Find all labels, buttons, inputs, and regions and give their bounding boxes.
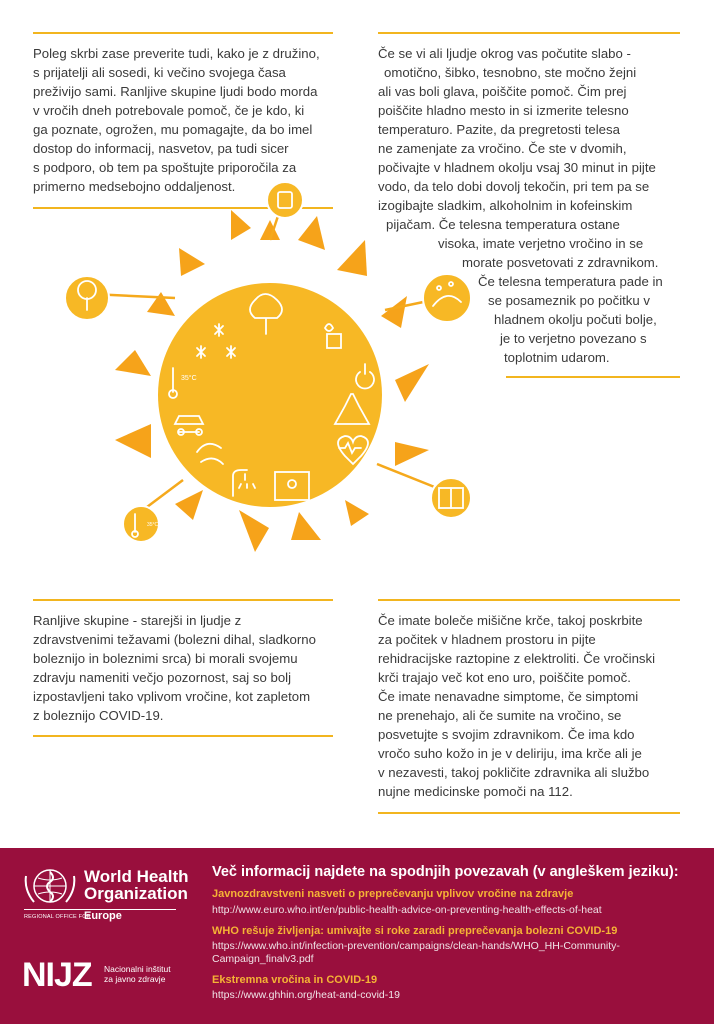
link-title-heat-advice[interactable]: Javnozdravstveni nasveti o preprečevanju vplivov vročine na zdravje	[212, 888, 574, 900]
sun-disc	[158, 283, 382, 507]
footer	[0, 848, 714, 1024]
who-emblem-icon	[22, 866, 78, 906]
bottom-right-rule-bottom	[378, 812, 680, 814]
top-right-text: Če se vi ali ljudje okrog vas počutite slabo - omotično, šibko, tesnobno, ste močno žejni ali vas boli glava, poiščite pomoč. Čim prej poiščite hladno mesto in si izmerite telesno temperaturo. Pazite, da pregretosti telesa ne zamenjate za vročino. Če ste v dvomih, počivajte v hladnem okolju vsaj 30 minut in pijte vodo, da telo dobi dovolj tekočin, pri tem pa se izogibajte sladkim, alkoholnim in kofeinskim pijačam. Če telesna temperatura ostane visoka, imate verjetno vročino in se morate posvetovati z zdravnikom. Če telesna temperatura pade in se posameznik po počitku v hladnem okolju počuti bolje, je to verjetno povezano s toplotnim udarom.	[378, 46, 663, 365]
top-left-rule-top	[33, 32, 333, 34]
bottom-left-rule-bottom	[33, 735, 333, 737]
bottom-right-text: Če imate boleče mišične krče, takoj poskrbite za počitek v hladnem prostoru in pijte rehidracijske raztopine z elektroliti. Če vročinski krči trajajo več kot eno uro, poiščite pomoč. Če imate nenavadne simptome, če simptomi ne prenehajo, ali če sumite na vročino, se posvetujte s svojim zdravnikom. Če ima kdo vročo suho kožo in je v deliriju, ima krče ali je v nezavesti, takoj pokličite zdravnika ali službo nujne medicinske pomoči na 112.	[378, 613, 656, 799]
glass-satellite-icon	[267, 182, 303, 218]
sun-illustration	[55, 180, 485, 600]
who-regional: REGIONAL OFFICE FOR	[24, 914, 91, 920]
thermo-sat-label: 35°C	[147, 522, 159, 528]
bottom-left-text: Ranljive skupine - starejši in ljudje z zdravstvenimi težavami (bolezni dihal, sladkorno boleznijo in boleznimi srca) bi morali svojemu zdravju nameniti večjo pozornost, saj so bolj izpostavljeni tako vplivom vročine, kot zapletom z boleznijo COVID-19.	[33, 613, 316, 723]
link-url-extreme-heat[interactable]: https://www.ghhin.org/heat-and-covid-19	[212, 989, 400, 1001]
link-url-handwash[interactable]: https://www.who.int/infection-prevention/campaigns/clean-hands/WHO_HH-Community- Campaign_finalv3.pdf	[212, 940, 620, 965]
top-right-rule-bottom	[506, 376, 680, 378]
links-heading: Več informacij najdete na spodnjih povezavah (v angleškem jeziku):	[212, 864, 679, 880]
who-name: World Health Organization	[84, 867, 189, 903]
handwash-satellite-icon	[423, 274, 471, 322]
bottom-left-rule-top	[33, 599, 333, 601]
nijz-subtitle: Nacionalni inštitut za javno zdravje	[104, 964, 171, 984]
nijz-logo: NIJZ	[22, 956, 92, 994]
bottom-right-rule-top	[378, 599, 680, 601]
top-left-text: Poleg skrbi zase preverite tudi, kako je z družino, s prijatelji ali sosedi, ki večino svojega časa preživijo sami. Ranljive skupine ljudi bodo morda v vročih dneh potrebovale pomoč, če je kdo, ki ga poznate, ogrožen, mu pomagajte, da bo imel dostop do informacij, nasvetov, pa tudi sicer s podporo, ob tem pa spoštujte priporočila za primerno medsebojno oddaljenost.	[33, 46, 320, 194]
who-europe: Europe	[84, 910, 122, 922]
link-title-handwash[interactable]: WHO rešuje življenja: umivajte si roke zaradi preprečevanja bolezni COVID-19	[212, 925, 618, 937]
top-right-rule-top	[378, 32, 680, 34]
thermo-label: 35°C	[181, 375, 197, 382]
link-title-extreme-heat[interactable]: Ekstremna vročina in COVID-19	[212, 974, 378, 986]
link-url-heat-advice[interactable]: http://www.euro.who.int/en/public-health-advice-on-preventing-health-effects-of-heat	[212, 904, 602, 916]
